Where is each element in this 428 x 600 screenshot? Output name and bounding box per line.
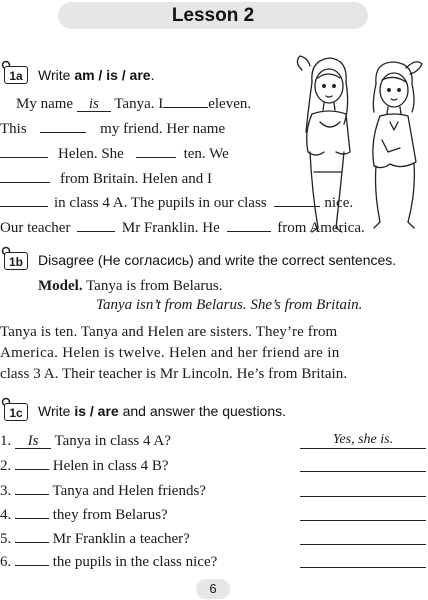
question-fill[interactable]: Is [15, 434, 51, 449]
question-1: 1. Is Tanya in class 4 A? [0, 433, 171, 449]
exercise-1b-instruction: Disagree (Не согласись) and write the correct sentences. [38, 252, 397, 268]
exercise-1c-badge: 1c [3, 399, 29, 422]
model-sentence: Model. Tanya is from Belarus. [38, 278, 223, 294]
question-fill[interactable] [15, 529, 49, 543]
two-girls-illustration [290, 52, 428, 234]
ex1a-blank[interactable] [77, 218, 115, 232]
ex1a-line-3: Helen. She ten. We [0, 144, 229, 163]
ex1b-paragraph-line-3: class 3 A. Their teacher is Mr Lincoln. He’s from Britain. [0, 366, 348, 382]
exercise-1a-badge: 1a [3, 62, 29, 85]
ex1a-line-1: My name is Tanya. I eleven. [16, 96, 252, 112]
question-6: 6. the pupils in the class nice? [0, 554, 218, 570]
model-answer: Tanya isn’t from Belarus. She’s from Britain. [96, 297, 363, 313]
question-2: 2. Helen in class 4 B? [0, 458, 169, 474]
ex1a-line-5: in class 4 A. The pupils in our class nice. [0, 193, 353, 212]
ex1a-blank[interactable] [0, 169, 50, 183]
answer-line[interactable] [300, 520, 426, 521]
question-5: 5. Mr Franklin a teacher? [0, 531, 190, 547]
answer-1[interactable]: Yes, she is. [332, 432, 394, 447]
exercise-1a-instruction: Write am / is / are. [38, 67, 155, 83]
answer-line[interactable] [300, 567, 426, 568]
lesson-title: Lesson 2 [58, 2, 368, 29]
answer-line[interactable] [300, 471, 426, 472]
question-fill[interactable] [15, 481, 49, 495]
exercise-1b-badge: 1b [3, 248, 29, 271]
question-fill[interactable] [15, 552, 49, 566]
page-number: 6 [196, 579, 230, 599]
exercise-1c-instruction: Write is / are and answer the questions. [38, 403, 287, 419]
answer-line [300, 448, 426, 449]
ex1a-blank[interactable] [163, 94, 208, 108]
ex1a-blank[interactable] [227, 218, 271, 232]
ex1b-paragraph-line-1: Tanya is ten. Tanya and Helen are sisters. They’re from [0, 324, 338, 340]
answer-line[interactable] [300, 544, 426, 545]
ex1a-blank[interactable] [136, 144, 176, 158]
ex1b-paragraph-line-2: America. Helen is twelve. Helen and her friend are in [0, 345, 340, 361]
ex1a-blank[interactable] [40, 119, 86, 133]
question-4: 4. they from Belarus? [0, 507, 168, 523]
ex1a-line-4: from Britain. Helen and I [0, 169, 212, 188]
question-3: 3. Tanya and Helen friends? [0, 483, 206, 499]
ex1a-fill-1[interactable]: is [77, 97, 111, 112]
question-fill[interactable] [15, 456, 49, 470]
ex1a-line-2: This my friend. Her name [0, 121, 226, 137]
ex1a-blank[interactable] [0, 144, 48, 158]
question-fill[interactable] [15, 505, 49, 519]
ex1a-blank[interactable] [0, 193, 48, 207]
answer-line[interactable] [300, 496, 426, 497]
ex1a-line-6: Our teacher Mr Franklin. He from America. [0, 220, 365, 236]
